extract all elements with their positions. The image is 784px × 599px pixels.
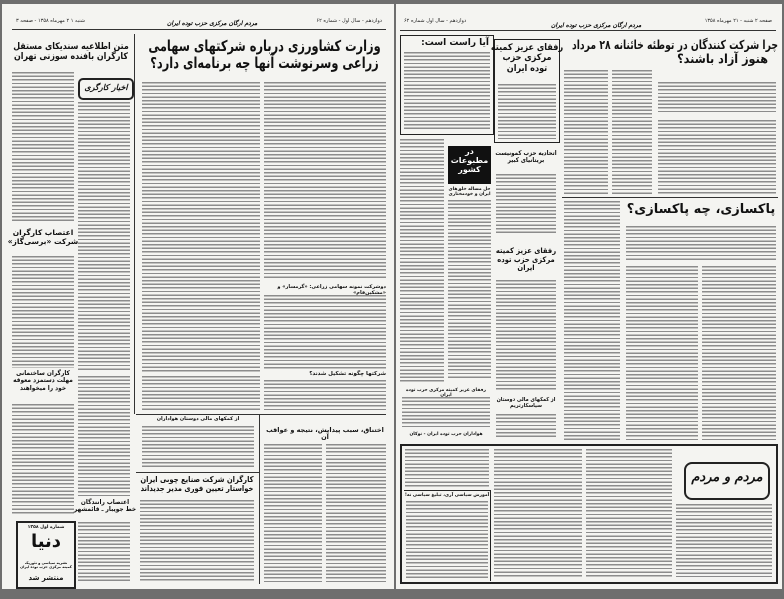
article-text xyxy=(658,120,776,194)
donations-title xyxy=(494,397,558,410)
strike-headline xyxy=(7,228,79,246)
article-text xyxy=(406,501,488,579)
header-rule xyxy=(400,30,776,31)
article-text xyxy=(612,70,652,194)
headline-line: وزارت کشاورزی درباره شرکتهای سهامی xyxy=(148,37,381,55)
article-text xyxy=(702,266,776,441)
article-text xyxy=(496,174,556,234)
lead-text xyxy=(626,226,776,260)
article-text xyxy=(142,82,260,372)
issue-number: دوازدهم - سال اول - شماره ۶۲ xyxy=(316,18,382,24)
donations-list xyxy=(496,414,556,438)
mardom-logo xyxy=(684,462,770,500)
donations-list xyxy=(142,426,254,468)
wood-industry-headline xyxy=(136,475,258,493)
headline-line: خواستار تعیین فوری مدیر جدیداند xyxy=(140,484,254,494)
headline-line: مرکزی حزب توده xyxy=(497,254,555,264)
article-text xyxy=(78,376,130,496)
box-line: کشور xyxy=(458,164,481,174)
logo-text: مردم و مردم xyxy=(691,470,763,485)
donations-box-title: از کمکهای مالی دوستان هواداران xyxy=(156,416,240,422)
headline-line: هنوز آزاد باشند؟ xyxy=(677,51,768,67)
press-item-title: حل مساله خلق‌های ایران و خودمختاری xyxy=(448,187,491,198)
masthead: مردم ارگان مرکزی حزب توده ایران xyxy=(551,22,642,29)
subheading: شرکتها چگونه تشکیل شدند؟ xyxy=(309,371,386,377)
newspaper-page-3 xyxy=(2,4,394,589)
headline-line: کارگران ساختمانی xyxy=(16,369,70,377)
headline-line: خود را میخواهند xyxy=(19,383,67,392)
article-text xyxy=(494,449,582,577)
headline-line: اعتصاب کارگران xyxy=(12,228,74,237)
article-text xyxy=(12,404,74,514)
issue-number: دوازدهم - سال اول شماره ۶۲ xyxy=(404,18,467,24)
headline-line: ایران xyxy=(517,263,535,273)
main-headline xyxy=(564,38,778,67)
headline-line: چرا شرکت کنندگان در توطئه خائنانه ۲۸ مرداد xyxy=(571,37,778,52)
article-text xyxy=(400,139,444,384)
section-rule xyxy=(562,197,778,198)
box-line: در xyxy=(465,147,474,156)
article-text xyxy=(626,266,698,441)
article-text xyxy=(142,376,260,410)
column-rule xyxy=(134,34,135,414)
header-rule xyxy=(12,29,386,30)
lead-text xyxy=(658,82,776,114)
repression-headline: اختناق، سبب پیدایش، نتیجه و عواقب آن xyxy=(266,426,384,442)
masthead: مردم ارگان مرکزی حزب توده ایران xyxy=(167,20,258,27)
article-text xyxy=(12,72,74,222)
donya-ad xyxy=(16,521,76,589)
subheading: دوشرکت نمونه سهامی زراعی: «گرمسار» و «مشکین‌فام» xyxy=(277,284,386,296)
article-text xyxy=(404,52,490,131)
labor-news-logo xyxy=(78,78,134,100)
drivers-headline xyxy=(73,498,137,514)
ad-title: دنیا xyxy=(30,531,62,552)
headline-line: از کمکهای مالی دوستان xyxy=(496,397,556,403)
headline-line: رفقای عزیز کمیته xyxy=(495,246,557,255)
comrades-note-title: رفقای عزیز کمیته مرکزی حزب توده ایران xyxy=(406,388,486,399)
article-text xyxy=(496,280,556,390)
column-rule xyxy=(259,414,260,584)
box-line: مطبوعات xyxy=(450,155,489,165)
box-title: آموزش سیاسی آری، تبلیغ سیاسی نه! xyxy=(404,493,490,498)
headline-line: متن اطلاعیه سندیکای مستقل xyxy=(13,42,129,52)
article-text xyxy=(140,500,254,582)
headline-line: توده ایران xyxy=(506,63,548,74)
headline-line: رفقای عزیز کمیته xyxy=(490,43,564,53)
union-headline xyxy=(12,42,130,63)
political-education-box xyxy=(404,490,491,581)
article-text xyxy=(78,102,130,372)
headline-line: شرکت «برسی‌گاز» xyxy=(7,236,79,246)
headline-line: کارگران شرکت صنایع چوبی ایران xyxy=(140,475,254,484)
headline-line: مهلت دستمزد معوقه xyxy=(13,376,73,385)
ad-desc: نشریه سیاسی و تئوریک کمیته مرکزی حزب توده ایران xyxy=(20,561,72,570)
headline-line: اتحادیه حزب کمونیست xyxy=(495,149,557,157)
british-cp-headline xyxy=(494,150,558,165)
article-text xyxy=(448,200,491,380)
article-text xyxy=(676,504,772,577)
bottom-feature-box xyxy=(400,444,778,584)
main-headline xyxy=(142,38,387,73)
article-text xyxy=(564,70,608,194)
section-rule xyxy=(136,414,386,415)
comrades-headline-2 xyxy=(494,247,558,273)
ad-issue: شماره اول ۱۳۵۸ xyxy=(27,525,65,530)
section-rule xyxy=(136,472,259,473)
article-text xyxy=(264,380,386,410)
headline-line: بریتانیای کبیر xyxy=(507,156,545,165)
headline-line: کارگران بافنده سوزنی تهران xyxy=(14,52,128,63)
article-text xyxy=(564,201,620,441)
newspaper-page-2 xyxy=(396,4,782,589)
construction-headline xyxy=(12,370,74,392)
article-text xyxy=(586,449,672,577)
article-text xyxy=(78,522,130,582)
ad-status: منتشر شد xyxy=(28,574,64,582)
article-text xyxy=(264,295,386,369)
article-text xyxy=(326,444,386,582)
is-it-true-box xyxy=(400,35,494,135)
article-text xyxy=(402,397,490,429)
supporters-signature: هواداران حزب توده ایران - نوکان xyxy=(409,432,483,437)
comrades-message-box xyxy=(490,39,564,143)
purge-headline: پاکسازی، چه پاکسازی؟ xyxy=(626,202,776,217)
headline-line: مرکزی حزب xyxy=(502,53,552,64)
page-date: صفحه ۲ شنبه - ۲۱ مهرماه ۱۳۵۸ xyxy=(704,18,772,24)
press-review-box xyxy=(448,146,491,184)
page-date: شنبه ۱ ۲ مهرماه ۱۳۵۸ - صفحه ۳ xyxy=(16,18,85,24)
article-text xyxy=(264,444,322,582)
logo-text: اخبار کارگری xyxy=(84,83,128,92)
headline-line: زراعی وسرنوشت آنها چه برنامه‌ای دارد؟ xyxy=(150,54,379,73)
box-title: آیا راست است: xyxy=(421,38,489,48)
article-text xyxy=(498,84,556,139)
article-text xyxy=(12,256,74,368)
article-text xyxy=(405,449,489,487)
comrades-headline xyxy=(490,43,564,74)
article-text xyxy=(264,82,386,280)
headline-line: سیاسکارتریم xyxy=(510,403,542,410)
headline-line: اعتصاب رانندگان xyxy=(80,498,130,506)
headline-line: خط جویبار ـ قائمشهر xyxy=(73,505,137,514)
